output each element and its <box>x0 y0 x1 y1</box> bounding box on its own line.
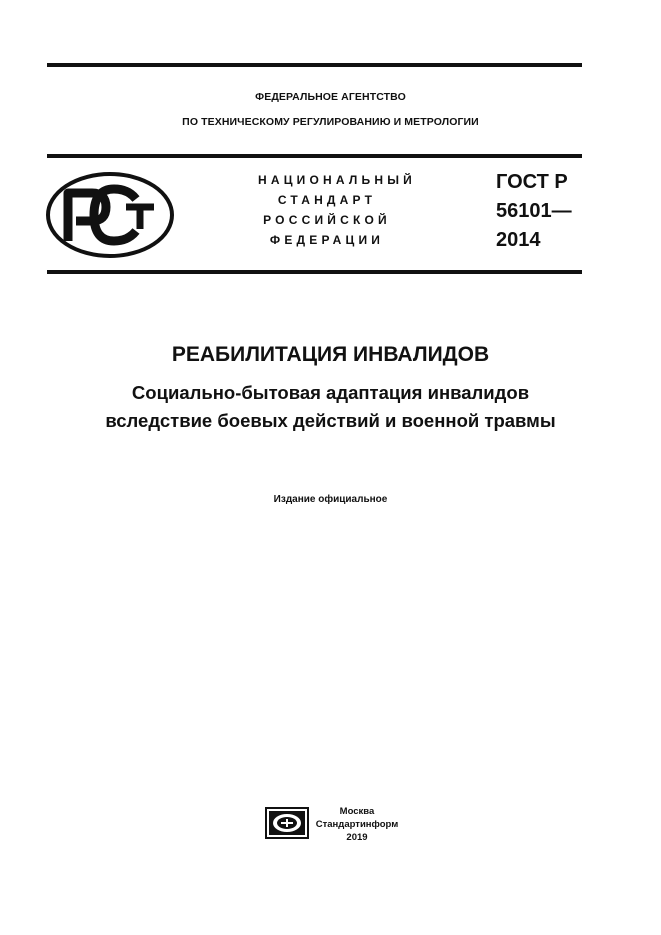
rst-logo-icon <box>44 171 176 259</box>
standartinform-logo-icon <box>265 807 309 839</box>
agency-line-2: ПО ТЕХНИЧЕСКОМУ РЕГУЛИРОВАНИЮ И МЕТРОЛОГИИ <box>182 116 479 128</box>
standard-type-line-3: РОССИЙСКОЙ <box>263 213 391 227</box>
standard-type-line-2: СТАНДАРТ <box>277 193 377 207</box>
designation-line-2: 56101— <box>496 200 572 222</box>
document-subtitle-line-2: вследствие боевых действий и военной травмы <box>105 410 556 431</box>
designation-line-3: 2014 <box>496 229 541 251</box>
edition-note: Издание официальное <box>273 494 388 505</box>
standard-type-line-1: НАЦИОНАЛЬНЫЙ <box>257 173 417 187</box>
document-subtitle-line-1: Социально-бытовая адаптация инвалидов <box>131 382 530 403</box>
header-rule <box>47 154 582 158</box>
designation-line-1: ГОСТ Р <box>496 171 568 193</box>
publisher-name: Стандартинформ <box>315 819 399 830</box>
agency-line-1: ФЕДЕРАЛЬНОЕ АГЕНТСТВО <box>255 91 406 103</box>
publisher-year: 2019 <box>346 832 368 843</box>
top-rule <box>47 63 582 67</box>
designation-rule <box>47 270 582 274</box>
standard-type-line-4: ФЕДЕРАЦИИ <box>269 233 385 247</box>
publisher-city: Москва <box>339 806 375 817</box>
document-title: РЕАБИЛИТАЦИЯ ИНВАЛИДОВ <box>171 343 490 366</box>
